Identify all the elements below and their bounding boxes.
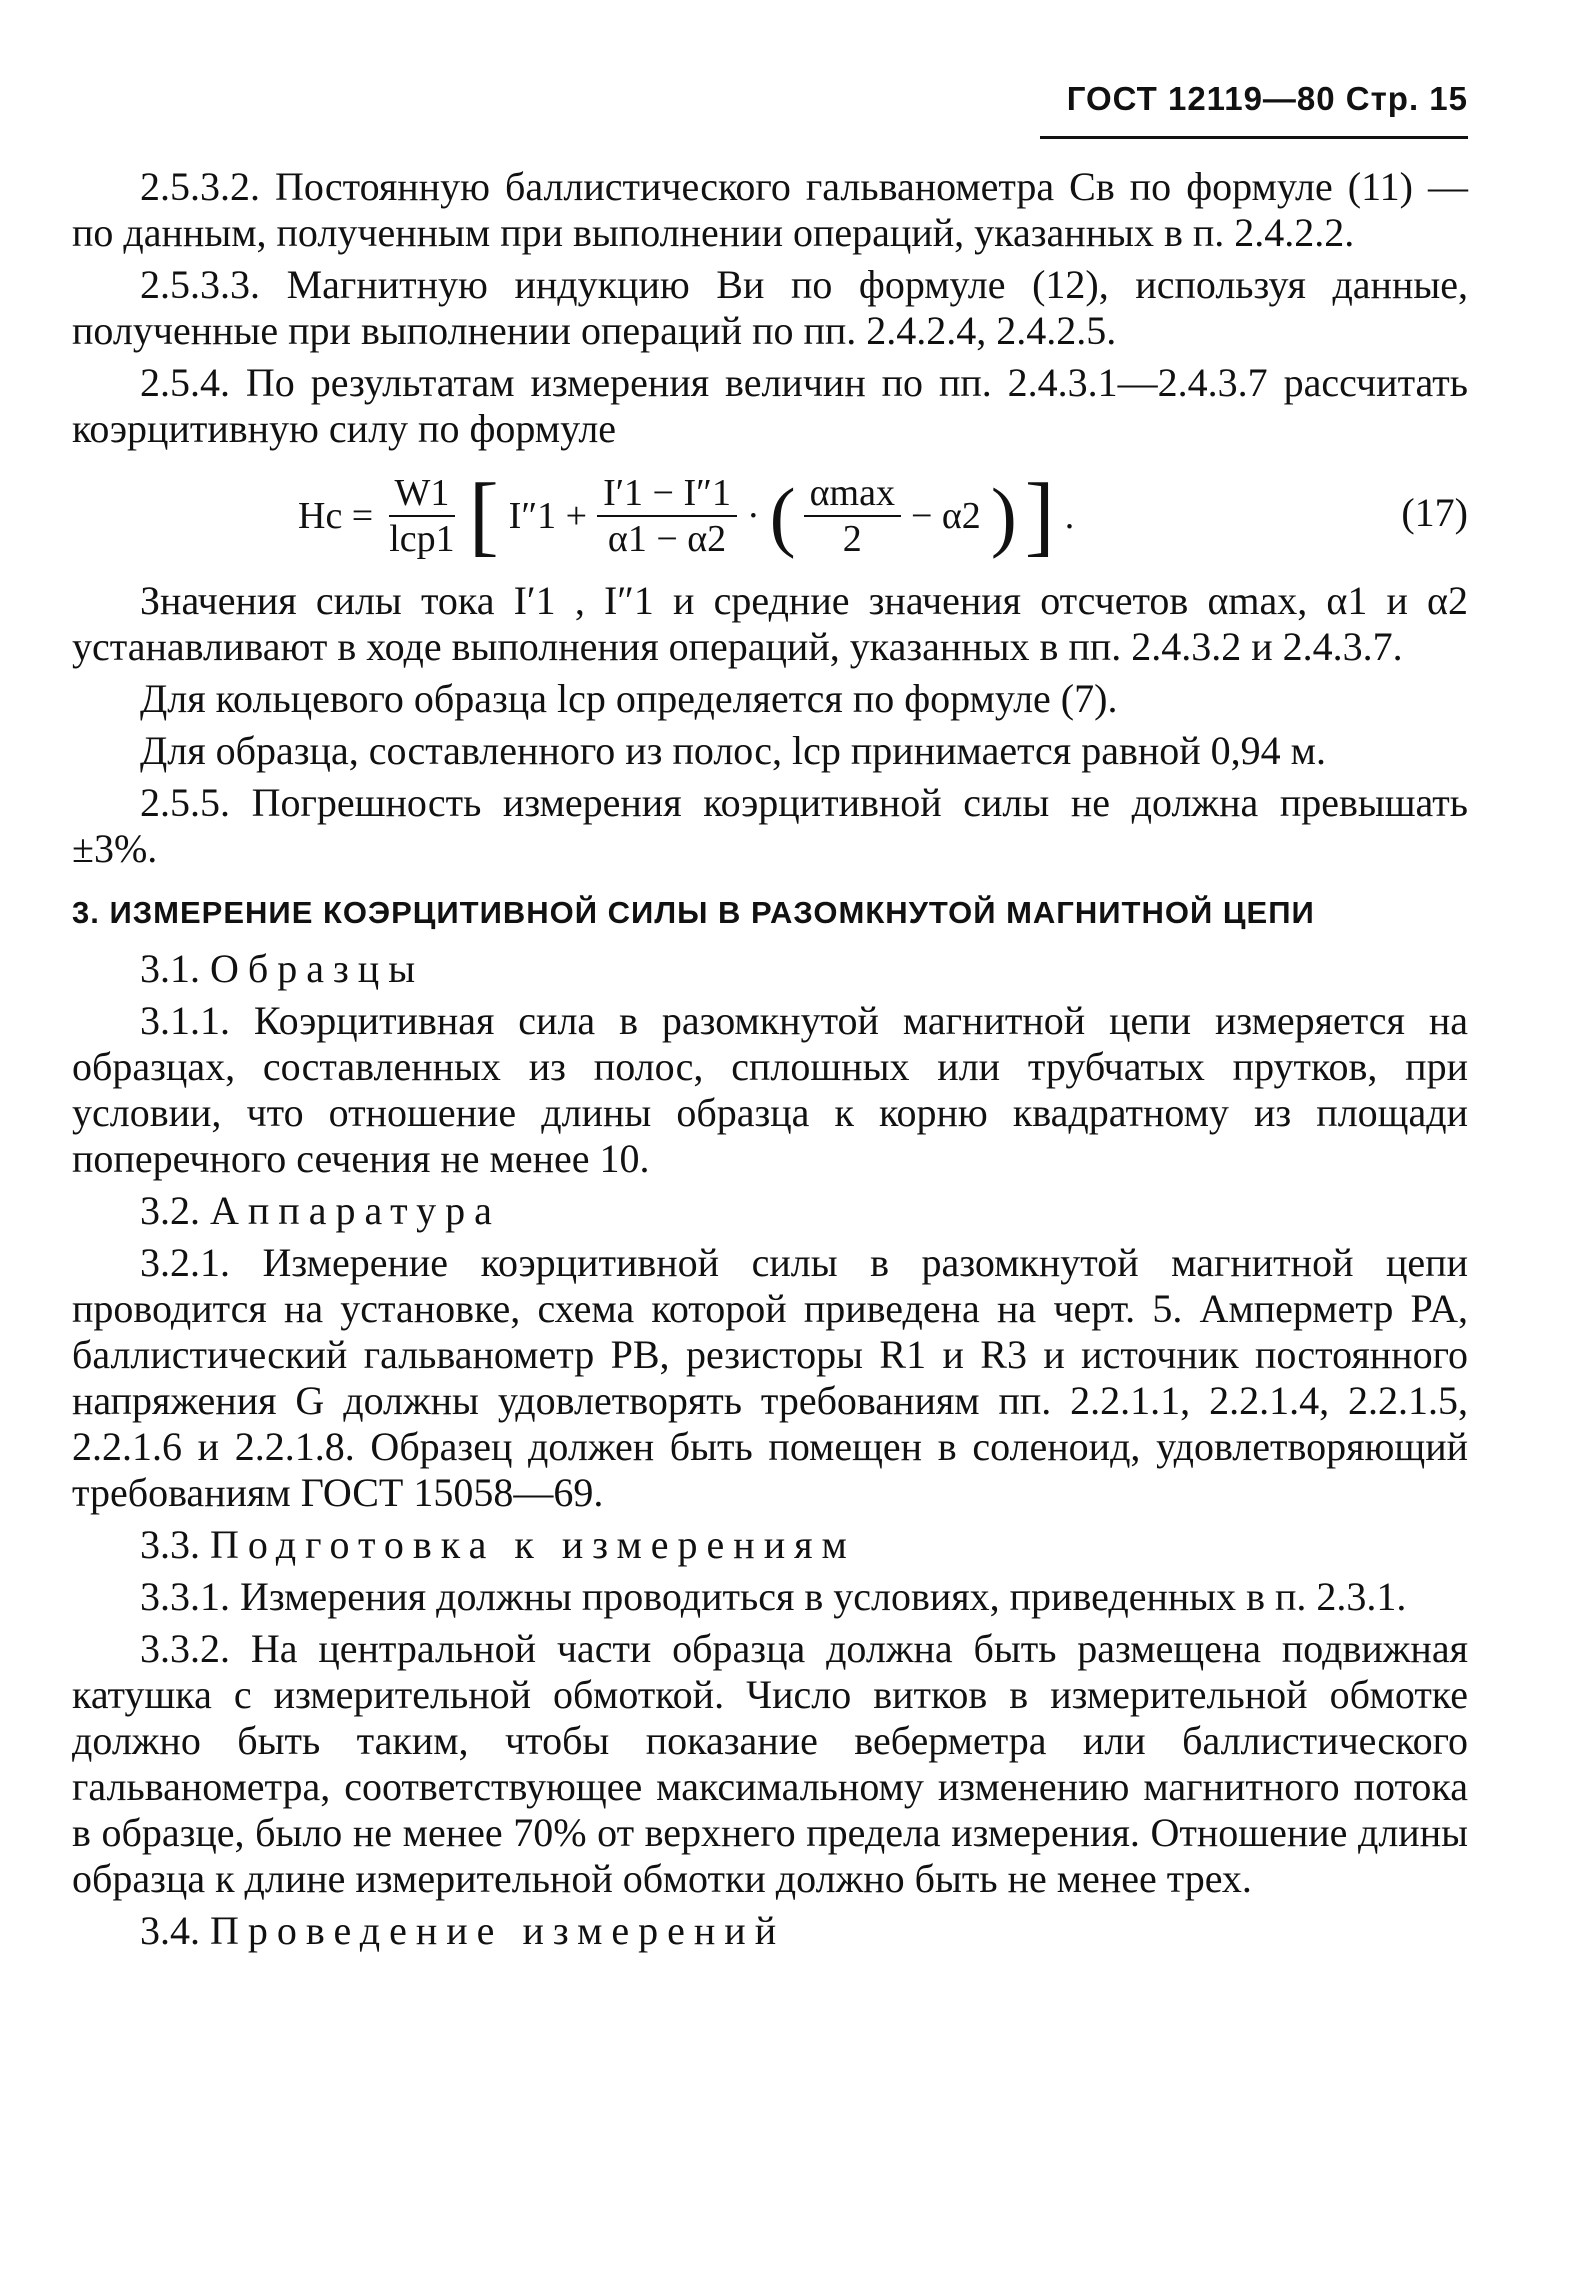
fraction-current-diff xyxy=(597,473,737,559)
minus-alpha2: − α2 xyxy=(910,495,981,537)
close-paren: ) xyxy=(990,472,1017,559)
paragraph-3-2-1: 3.2.1. Измерение коэрцитивной силы в разомкнутой магнитной цепи проводится на установке, схема которой приведена на черт. 5. Амперметр PA, баллистический гальванометр PB, резисторы R1 и R3 и источник постоянного напряжения G должны удовлетворять требованиям пп. 2.2.1.1, 2.2.1.4, 2.2.1.5, 2.2.1.6 и 2.2.1.8. Образец должен быть помещен в соленоид, удовлетворяющий требованиям ГОСТ 15058—69. xyxy=(72,1240,1468,1515)
subheading-3-4-number: 3.4. xyxy=(140,1908,200,1953)
formula-number: (17) xyxy=(1401,490,1468,535)
open-paren: ( xyxy=(769,472,796,559)
paragraph-current-values: Значения силы тока I′1 , I″1 и средние значения отсчетов αmax, α1 и α2 устанавливают в ходе выполнения операций, указанных в пп. 2.4.3.2 и 2.4.3.7. xyxy=(72,578,1468,669)
subheading-3-1-title: Образцы xyxy=(210,946,425,991)
subheading-3-4 xyxy=(72,1908,1468,1954)
paragraph-2-5-5: 2.5.5. Погрешность измерения коэрцитивной силы не должна превышать ±3%. xyxy=(72,780,1468,871)
fraction-w1-lcp xyxy=(383,473,460,559)
paragraph-2-5-3-3: 2.5.3.3. Магнитную индукцию Bи по формуле (12), используя данные, полученные при выполнении операций по пп. 2.4.2.4, 2.4.2.5. xyxy=(72,262,1468,353)
fraction-w1: W1 xyxy=(389,473,456,517)
fraction-alpha-denominator: α1 − α2 xyxy=(607,518,727,560)
subheading-3-1-number: 3.1. xyxy=(140,946,200,991)
subheading-3-2 xyxy=(72,1188,1468,1234)
subheading-3-2-title: Аппаратура xyxy=(210,1188,501,1233)
paragraph-3-1-1: 3.1.1. Коэрцитивная сила в разомкнутой магнитной цепи измеряется на образцах, составленных из полос, сплошных или трубчатых прутков, при условии, что отношение длины образца к корню квадратному из площади поперечного сечения не менее 10. xyxy=(72,998,1468,1181)
header-rule xyxy=(1040,136,1468,139)
open-bracket: [ xyxy=(468,466,499,565)
subheading-3-4-title: Проведение измерений xyxy=(210,1908,786,1953)
paragraph-2-5-4: 2.5.4. По результатам измерения величин по пп. 2.4.3.1—2.4.3.7 рассчитать коэрцитивную силу по формуле xyxy=(72,360,1468,451)
formula-lhs: Hc = xyxy=(298,495,374,537)
paragraph-2-5-3-2: 2.5.3.2. Постоянную баллистического гальванометра Cв по формуле (11) — по данным, полученным при выполнении операций, указанных в п. 2.4.2.2. xyxy=(72,164,1468,255)
term-i-double-prime: I″1 + xyxy=(508,495,588,537)
page-body xyxy=(72,164,1468,1960)
subheading-3-3-number: 3.3. xyxy=(140,1522,200,1567)
subheading-3-2-number: 3.2. xyxy=(140,1188,200,1233)
subheading-3-3 xyxy=(72,1522,1468,1568)
fraction-lcp: lcp1 xyxy=(389,518,455,560)
formula-end-dot: . xyxy=(1064,495,1075,537)
fraction-amax-denominator: 2 xyxy=(842,518,862,560)
subheading-3-3-title: Подготовка к измерениям xyxy=(210,1522,856,1567)
formula-17 xyxy=(72,460,1468,572)
section-3-heading: 3. ИЗМЕРЕНИЕ КОЭРЦИТИВНОЙ СИЛЫ В РАЗОМКНУТОЙ МАГНИТНОЙ ЦЕПИ xyxy=(72,895,1315,930)
close-bracket: ] xyxy=(1024,466,1055,565)
multiply-dot: · xyxy=(746,495,760,537)
paragraph-strip-sample: Для образца, составленного из полос, lср принимается равной 0,94 м. xyxy=(140,728,1326,773)
paragraph-ring-sample: Для кольцевого образца lср определяется по формуле (7). xyxy=(140,676,1118,721)
page-header: ГОСТ 12119—80 Стр. 15 xyxy=(1066,80,1468,117)
fraction-amax-numerator: αmax xyxy=(804,473,901,517)
paragraph-3-3-1: 3.3.1. Измерения должны проводиться в условиях, приведенных в п. 2.3.1. xyxy=(140,1574,1407,1619)
fraction-current-numerator: I′1 − I″1 xyxy=(597,473,737,517)
paragraph-3-3-2: 3.3.2. На центральной части образца должна быть размещена подвижная катушка с измерительной обмоткой. Число витков в измерительной обмотке должно быть таким, чтобы показание веберметра или баллистического гальванометра, соответствующее максимальному изменению магнитного потока в образце, было не менее 70% от верхнего предела измерения. Отношение длины образца к длине измерительной обмотки должно быть не менее трех. xyxy=(72,1626,1468,1901)
subheading-3-1 xyxy=(72,946,1468,992)
formula-body xyxy=(292,460,1080,572)
fraction-amax xyxy=(804,473,901,559)
